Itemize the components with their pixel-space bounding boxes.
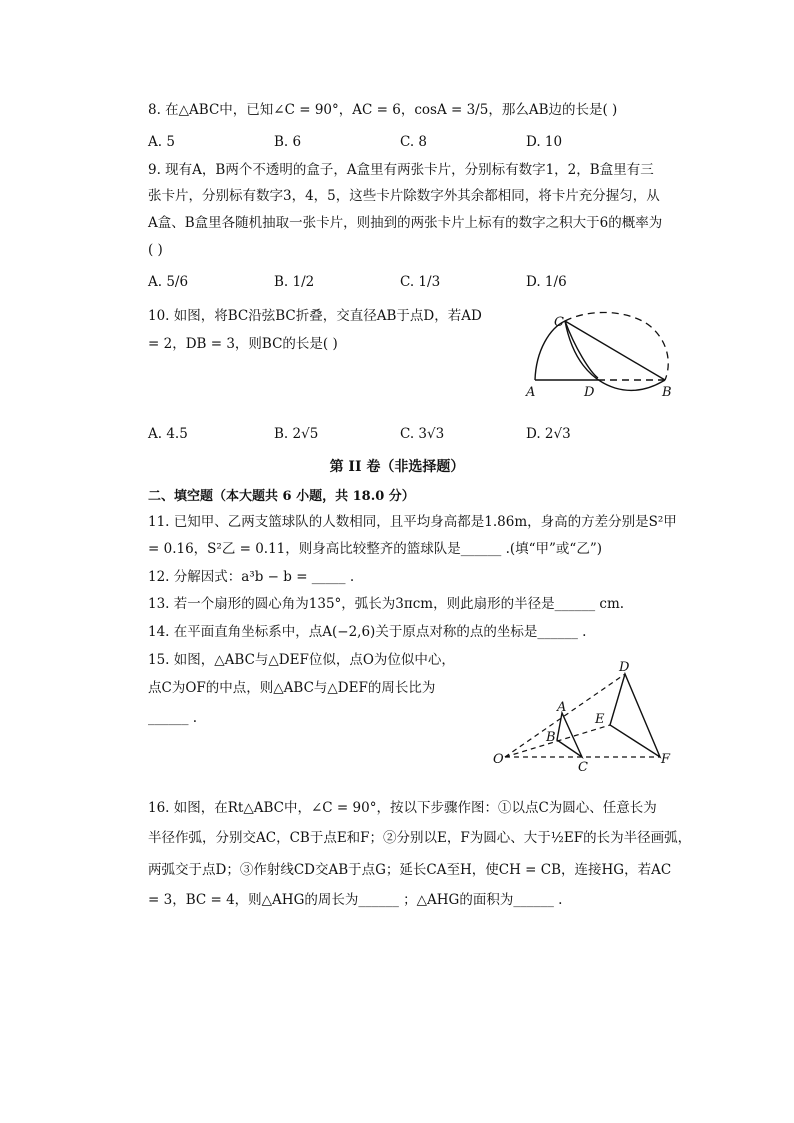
q9-option-a: A. 5/6 — [148, 274, 189, 290]
q10-dashed-arc — [565, 312, 668, 380]
q9-option-d: D. 1/6 — [526, 274, 567, 290]
q9-option-c: C. 1/3 — [400, 274, 441, 290]
q15-label-a: A — [557, 700, 567, 715]
q10-option-d: D. 2√3 — [526, 426, 571, 442]
q16-stem-line-4: = 3，BC = 4，则△AHG的周长为______ ；△AHG的面积为______ . — [148, 892, 563, 908]
q16-stem-line-2: 半径作弧，分别交AC，CB于点E和F；②分别以E，F为圆心、大于½EF的长为半径画弧， — [148, 830, 692, 846]
q15-label-c: C — [578, 760, 588, 775]
q15-stem-line-3: ______ . — [148, 710, 198, 726]
q15-stem-line-1: 15. 如图，△ABC与△DEF位似，点O为位似中心， — [148, 652, 455, 668]
q10-option-a: A. 4.5 — [148, 426, 188, 442]
q8-stem: 8. 在△ABC中，已知∠C = 90°，AC = 6，cosA = 3/5，那么AB边的长是( ) — [148, 102, 618, 118]
q11-stem-line-2: = 0.16，S²乙 = 0.11，则身高比较整齐的篮球队是______ .(填“甲”或“乙”) — [148, 541, 602, 557]
q9-stem-line-2: 张卡片，分别标有数字3，4，5，这些卡片除数字外其余都相同，将卡片充分握匀，从 — [148, 188, 660, 204]
q10-chord-bc — [565, 321, 665, 380]
q15-label-o: O — [493, 752, 504, 767]
q11-stem-line-1: 11. 已知甲、乙两支篮球队的人数相同，且平均身高都是1.86m，身高的方差分别是S²甲 — [148, 514, 677, 530]
q10-label-b: B — [662, 385, 672, 400]
q8-option-d: D. 10 — [526, 134, 563, 150]
q14-stem: 14. 在平面直角坐标系中，点A(−2,6)关于原点对称的点的坐标是______ . — [148, 624, 587, 640]
q13-stem: 13. 若一个扇形的圆心角为135°，弧长为3πcm，则此扇形的半径是______ cm. — [148, 596, 625, 612]
q15-ray-od — [505, 674, 625, 757]
q8-option-c: C. 8 — [400, 134, 428, 150]
q12-stem: 12. 分解因式：a³b − b = _____ . — [148, 569, 355, 585]
q10-stem-line-2: = 2，DB = 3，则BC的长是( ) — [148, 336, 338, 352]
q15-triangle-def — [610, 674, 660, 757]
q10-option-c: C. 3√3 — [400, 426, 445, 442]
q10-label-a: A — [526, 385, 536, 400]
section-fill-in-heading: 二、填空题（本大题共 6 小题，共 18.0 分） — [148, 489, 415, 504]
q15-label-e: E — [595, 712, 605, 727]
q9-stem-line-4: ( ) — [148, 242, 163, 258]
q9-option-b: B. 1/2 — [274, 274, 315, 290]
q15-label-f: F — [661, 752, 671, 767]
q10-stem-line-1: 10. 如图，将BC沿弦BC折叠，交直径AB于点D，若AD — [148, 308, 482, 324]
q16-stem-line-1: 16. 如图，在Rt△ABC中，∠C = 90°，按以下步骤作图：①以点C为圆心、任意长为 — [148, 800, 657, 816]
q9-stem-line-1: 9. 现有A，B两个不透明的盒子，A盒里有两张卡片，分别标有数字1，2，B盒里有三 — [148, 162, 654, 178]
q10-figure — [520, 308, 680, 403]
q15-label-b: B — [546, 730, 556, 745]
q10-label-c: C — [554, 315, 564, 330]
q15-figure — [485, 655, 685, 775]
q9-stem-line-3: A盒、B盒里各随机抽取一张卡片，则抽到的两张卡片上标有的数字之积大于6的概率为 — [148, 215, 663, 231]
q10-label-d: D — [584, 385, 595, 400]
part-2-title: 第 II 卷（非选择题） — [329, 459, 465, 475]
q8-option-b: B. 6 — [274, 134, 302, 150]
q8-option-a: A. 5 — [148, 134, 175, 150]
q16-stem-line-3: 两弧交于点D；③作射线CD交AB于点G；延长CA至H，使CH = CB，连接HG，若AC — [148, 862, 672, 878]
q15-label-d: D — [619, 660, 630, 675]
q15-stem-line-2: 点C为OF的中点，则△ABC与△DEF的周长比为 — [148, 680, 436, 696]
q10-option-b: B. 2√5 — [274, 426, 319, 442]
